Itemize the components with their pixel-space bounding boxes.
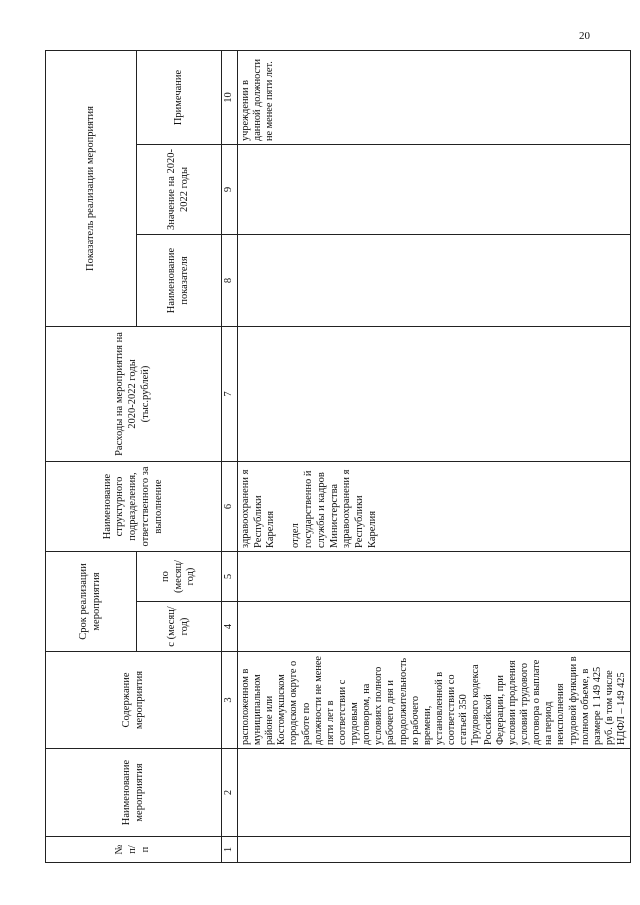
- column-number: 9: [222, 145, 238, 235]
- responsible-unit-hr-department: отдел государственно й службы и кадров Министерства здравоохранени я Республики Карелия: [290, 469, 378, 548]
- header-measure-content: Содержание мероприятия: [46, 652, 222, 749]
- column-number: 3: [222, 652, 238, 749]
- cell-from: [237, 602, 631, 652]
- measures-table: [45, 50, 631, 863]
- header-responsible-unit: Наименование структурного подразделения, ответственного за выполнение: [46, 462, 222, 552]
- header-row-1: [46, 51, 137, 863]
- header-indicator-name: Наименование показателя: [137, 235, 222, 327]
- table-row: [237, 51, 631, 863]
- column-number: 7: [222, 327, 238, 462]
- header-measure-name: Наименование мероприятия: [46, 749, 222, 837]
- cell-to: [237, 552, 631, 602]
- header-to: по (месяц/ год): [137, 552, 222, 602]
- header-indicator-group: Показатель реализации мероприятия: [46, 51, 137, 327]
- cell-note: учреждении в данной должности не менее пяти лет.: [237, 51, 631, 145]
- cell-responsible-unit: [237, 462, 631, 552]
- responsible-unit-ministry: здравоохранени я Республики Карелия: [239, 469, 277, 548]
- column-number: 6: [222, 462, 238, 552]
- header-indicator-value: Значение на 2020-2022 годы: [137, 145, 222, 235]
- header-period-group: Срок реализации мероприятия: [46, 552, 137, 652]
- column-number: 10: [222, 51, 238, 145]
- column-number: 8: [222, 235, 238, 327]
- cell-expenses: [237, 327, 631, 462]
- cell-measure-content: расположенном в муниципальном районе или Костомукшском городском округе о работе по должности не менее пяти лет в соответствии с трудовым договором, на условиях полного рабочего дня и продолжительность ю рабочего времени, установленной в соответствии со статьей 350 Трудового кодекса Российской Федерации, при условии продления условий трудового договора о выплате на период неисполнения трудовой функции в полном объеме, в размере 1 149 425 руб. (в том числе НДФЛ – 149 425: [237, 652, 631, 749]
- rotated-table-sheet: [45, 51, 628, 863]
- column-number: 1: [222, 837, 238, 863]
- header-note: Примечание: [137, 51, 222, 145]
- cell-indicator-value: [237, 145, 631, 235]
- column-number: 2: [222, 749, 238, 837]
- header-from: с (месяц/ год): [137, 602, 222, 652]
- column-number-row: [222, 51, 238, 863]
- header-expenses: Расходы на мероприятия на 2020-2022 годы (тыс.рублей): [46, 327, 222, 462]
- column-number: 5: [222, 552, 238, 602]
- cell-indicator-name: [237, 235, 631, 327]
- cell-number: [237, 837, 631, 863]
- cell-measure-name: [237, 749, 631, 837]
- header-number: № п/ п: [46, 837, 222, 863]
- column-number: 4: [222, 602, 238, 652]
- page-number: 20: [579, 30, 590, 42]
